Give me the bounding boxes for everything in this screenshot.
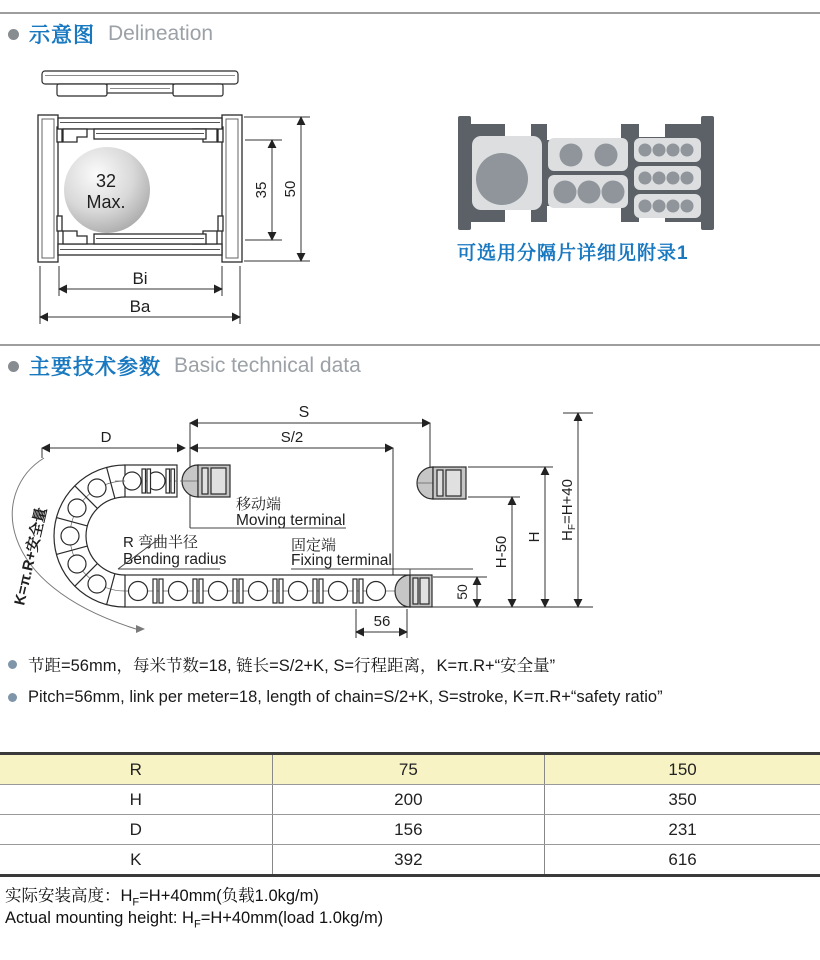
table-cell-value: 200 — [272, 785, 545, 814]
bullet-icon — [8, 29, 19, 40]
terminal-labels — [118, 496, 473, 575]
separator-illustration — [455, 112, 717, 234]
footer-en-pre: Actual mounting height: H — [5, 909, 194, 927]
fixing-terminal-label-cn: 固定端 — [291, 537, 337, 554]
table-cell-value: 150 — [544, 755, 820, 784]
cross-section-drawing — [30, 60, 320, 326]
note-en-text: Pitch=56mm, link per meter=18, length of chain=S/2+K, S=stroke, K=π.R+“safety ratio” — [28, 688, 663, 706]
dim-ba-label: Ba — [129, 297, 151, 316]
section1-title-cn: 示意图 — [29, 24, 95, 47]
hf-rest: =H+40 — [559, 479, 576, 525]
dim-h-label: H — [526, 531, 543, 543]
table-row — [0, 844, 820, 874]
dim-d-label: D — [100, 429, 112, 446]
arc-arrowhead — [136, 625, 145, 633]
table-cell-value: 392 — [272, 845, 545, 874]
bending-radius-label-cn: R 弯曲半径 — [123, 534, 199, 551]
dim-35-label: 35 — [253, 181, 270, 199]
table-cell-label: K — [130, 849, 142, 869]
table-row — [0, 755, 820, 784]
dimension-table — [0, 752, 820, 877]
dim-s2-label: S/2 — [280, 429, 304, 446]
hf-main: H — [559, 530, 576, 541]
detached-terminal — [417, 467, 466, 499]
k-formula-label: K=π.R+安全量 — [11, 505, 51, 607]
fixing-terminal — [395, 575, 432, 607]
separator-body — [458, 116, 714, 230]
table-cell-value: 231 — [544, 815, 820, 844]
section2-title-cn: 主要技术参数 — [29, 356, 161, 379]
table-cell-value: 75 — [272, 755, 545, 784]
section1-title-en: Delineation — [108, 22, 214, 45]
dim-bi-label: Bi — [132, 269, 148, 288]
divider-section2 — [0, 344, 820, 346]
table-cell-value: 616 — [544, 845, 820, 874]
section2-title-en: Basic technical data — [174, 354, 361, 377]
note-en — [8, 688, 663, 707]
bending-radius-label-en: Bending radius — [123, 551, 227, 568]
footer-cn-sub: F — [132, 896, 140, 909]
footer-en-sub: F — [193, 918, 201, 931]
chain-bend — [54, 465, 125, 607]
moving-terminal — [180, 465, 230, 497]
dim-s-label: S — [298, 404, 310, 421]
sphere-max-label: Max. — [86, 192, 126, 212]
chain-diagram — [8, 398, 608, 648]
table-row — [0, 784, 820, 814]
footer-en-post: =H+40mm(load 1.0kg/m) — [200, 909, 384, 927]
table-cell-label: D — [129, 819, 142, 839]
dim-hf-label — [559, 479, 578, 541]
separator-caption: 可选用分隔片详细见附录1 — [457, 243, 689, 264]
fixing-terminal-label-en: Fixing terminal — [291, 552, 392, 569]
dim-50-label: 50 — [282, 180, 299, 198]
moving-terminal-label-cn: 移动端 — [236, 496, 282, 513]
sphere-diameter-label: 32 — [95, 171, 117, 191]
bullet-icon — [8, 693, 17, 702]
footer-note-en — [5, 909, 383, 930]
table-cell-label: R — [129, 759, 142, 779]
note-cn — [8, 652, 555, 676]
chain-bottom-run — [125, 575, 410, 607]
table-row — [0, 814, 820, 844]
moving-terminal-label-en: Moving terminal — [236, 512, 346, 529]
table-cell-label: H — [129, 789, 142, 809]
section-header-technical-data — [8, 351, 361, 381]
table-cell-value: 156 — [272, 815, 545, 844]
bullet-icon — [8, 660, 17, 669]
section-header-delineation — [8, 19, 213, 49]
hf-subscript: F — [567, 524, 578, 531]
dim-56-label: 56 — [373, 613, 391, 630]
lid-profile-drawing — [42, 71, 238, 96]
dim-50-bottom-label: 50 — [454, 584, 470, 600]
table-cell-value: 350 — [544, 785, 820, 814]
divider-top — [0, 12, 820, 14]
cable-sphere — [64, 147, 150, 233]
bullet-icon — [8, 361, 19, 372]
footer-note-cn — [5, 882, 319, 908]
note-cn-text: 节距=56mm，每米节数=18, 链长=S/2+K, S=行程距离，K=π.R+“安全量” — [28, 657, 556, 675]
footer-cn-pre: 实际安装高度：H — [5, 887, 133, 905]
footer-cn-post: =H+40mm(负载1.0kg/m) — [139, 887, 319, 905]
dim-h50-label: H-50 — [493, 535, 510, 569]
